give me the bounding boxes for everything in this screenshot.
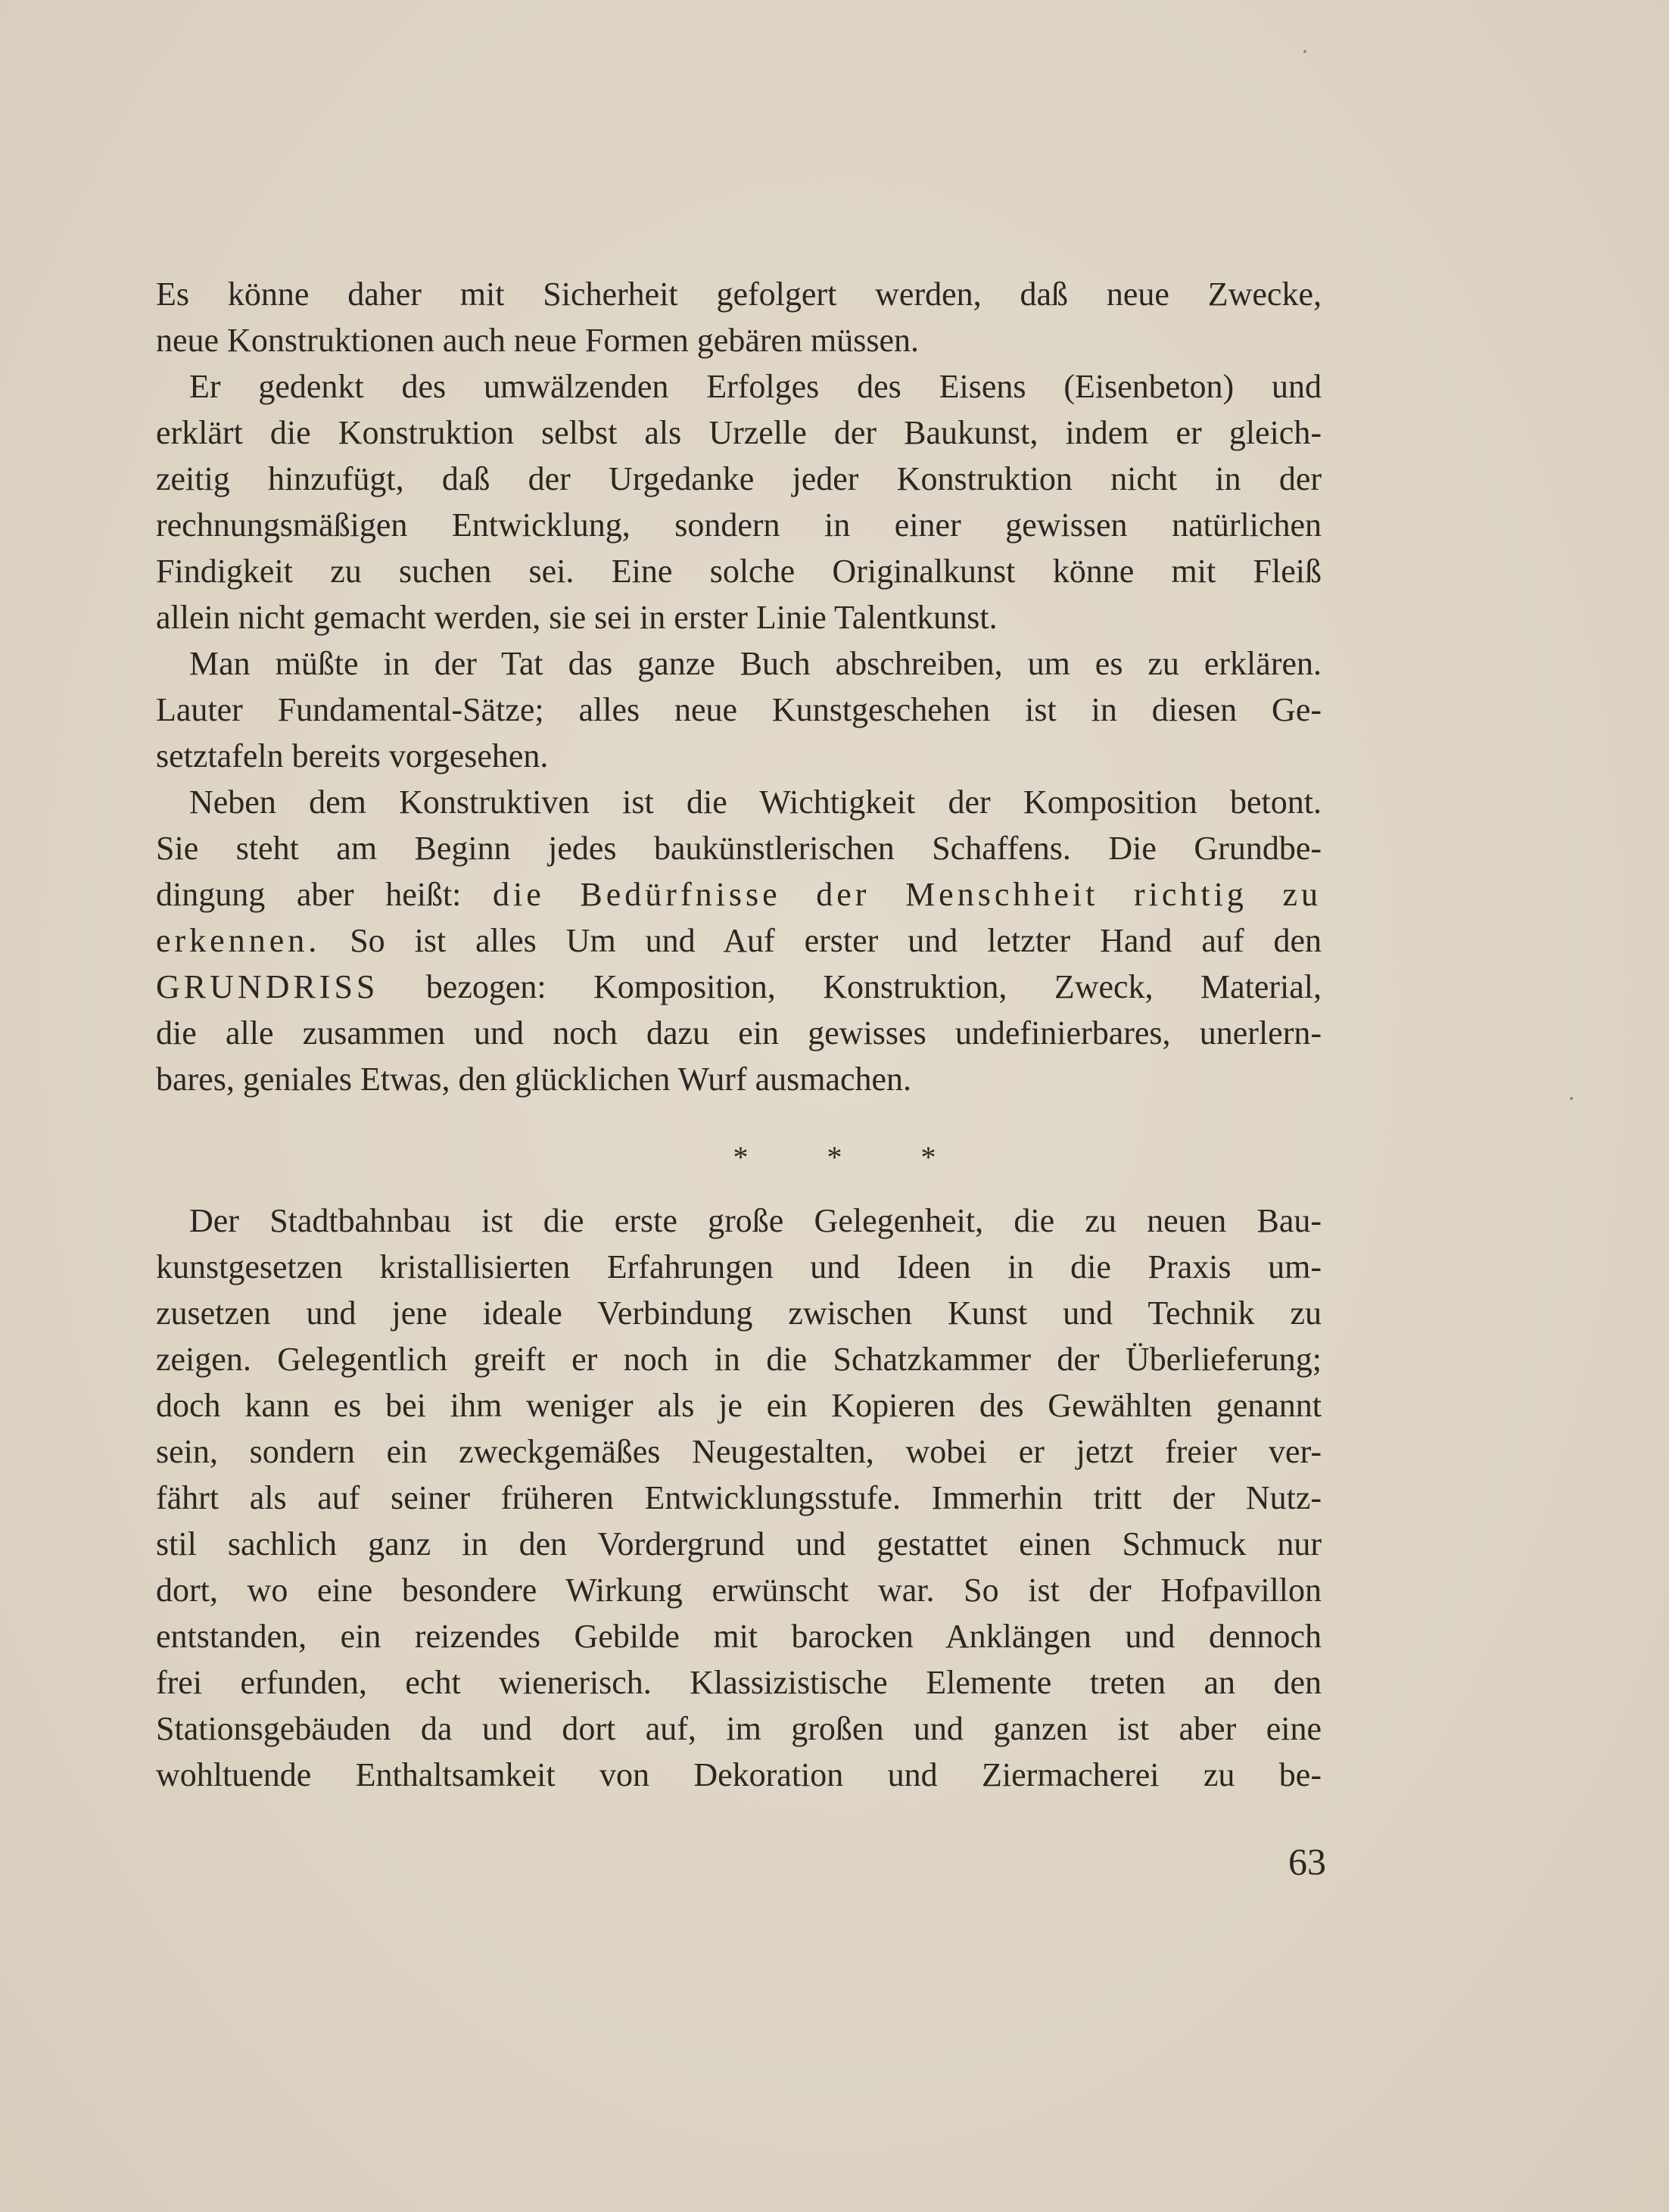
paper-speck [1570, 1097, 1573, 1100]
text-line: Findigkeit zu suchen sei. Eine solche Originalkunst könne mit Fleiß [156, 553, 1322, 590]
star-icon: * [827, 1140, 842, 1174]
text-line: Es könne daher mit Sicherheit gefolgert werden, daß neue Zwecke, [156, 276, 1322, 313]
emphasized-text: die Bedürfnisse der Menschheit richtig zu [493, 876, 1322, 913]
text-line: zeigen. Gelegentlich greift er noch in die Schatzkammer der Überlieferung; [156, 1341, 1322, 1378]
text-line: rechnungsmäßigen Entwicklung, sondern in einer gewissen natürlichen [156, 506, 1322, 544]
text-line: Der Stadtbahnbau ist die erste große Gelegenheit, die zu neuen Bau- [189, 1202, 1322, 1239]
text-span: So ist alles Um und Auf erster und letzter Hand auf den [320, 922, 1322, 959]
text-line: Sie steht am Beginn jedes baukünstlerischen Schaffens. Die Grundbe- [156, 830, 1322, 867]
text-line: entstanden, ein reizendes Gebilde mit barocken Anklängen und dennoch [156, 1618, 1322, 1655]
text-line: Lauter Fundamental-Sätze; alles neue Kunstgeschehen ist in diesen Ge- [156, 691, 1322, 728]
text-line: allein nicht gemacht werden, sie sei in erster Linie Talentkunst. [156, 599, 998, 636]
star-icon: * [920, 1140, 936, 1174]
text-line: setztafeln bereits vorgesehen. [156, 737, 549, 774]
page-number: 63 [1288, 1840, 1326, 1883]
emphasized-text: GRUNDRISS [156, 968, 379, 1005]
text-line: Neben dem Konstruktiven ist die Wichtigkeit der Komposition betont. [189, 784, 1322, 821]
text-line [156, 871, 1322, 918]
text-line: stil sachlich ganz in den Vordergrund und gestattet einen Schmuck nur [156, 1525, 1322, 1562]
text-line: Man müßte in der Tat das ganze Buch abschreiben, um es zu erklären. [189, 645, 1322, 682]
text-line: wohltuende Enthaltsamkeit von Dekoration und Ziermacherei zu be- [156, 1756, 1322, 1793]
section-separator [0, 1134, 1669, 1181]
text-line: dort, wo eine besondere Wirkung erwünscht war. So ist der Hofpavillon [156, 1572, 1322, 1609]
text-line: bares, geniales Etwas, den glücklichen Wurf ausmachen. [156, 1061, 912, 1098]
text-line: Stationsgebäuden da und dort auf, im großen und ganzen ist aber eine [156, 1710, 1322, 1747]
text-line: frei erfunden, echt wienerisch. Klassizistische Elemente treten an den [156, 1664, 1322, 1701]
text-line: fährt als auf seiner früheren Entwicklungsstufe. Immerhin tritt der Nutz- [156, 1479, 1322, 1516]
text-line: die alle zusammen und noch dazu ein gewisses undefinierbares, unerlern- [156, 1014, 1322, 1051]
text-line: sein, sondern ein zweckgemäßes Neugestalten, wobei er jetzt freier ver- [156, 1433, 1322, 1470]
text-line [156, 964, 1322, 1011]
text-span: bezogen: Komposition, Konstruktion, Zweck, Material, [378, 968, 1322, 1005]
text-line: zusetzen und jene ideale Verbindung zwischen Kunst und Technik zu [156, 1294, 1322, 1332]
text-line: kunstgesetzen kristallisierten Erfahrungen und Ideen in die Praxis um- [156, 1248, 1322, 1285]
text-line: Er gedenkt des umwälzenden Erfolges des Eisens (Eisenbeton) und [189, 368, 1322, 405]
text-line: neue Konstruktionen auch neue Formen gebären müssen. [156, 322, 920, 359]
text-line: doch kann es bei ihm weniger als je ein Kopieren des Gewählten genannt [156, 1387, 1322, 1424]
text-line [156, 918, 1322, 964]
paper-speck [1303, 50, 1306, 53]
text-line: zeitig hinzufügt, daß der Urgedanke jeder Konstruktion nicht in der [156, 460, 1322, 497]
emphasized-text: erkennen. [156, 922, 321, 959]
star-icon: * [733, 1140, 749, 1174]
text-span: dingung aber heißt: [156, 876, 494, 913]
text-line: erklärt die Konstruktion selbst als Urzelle der Baukunst, indem er gleich- [156, 414, 1322, 451]
